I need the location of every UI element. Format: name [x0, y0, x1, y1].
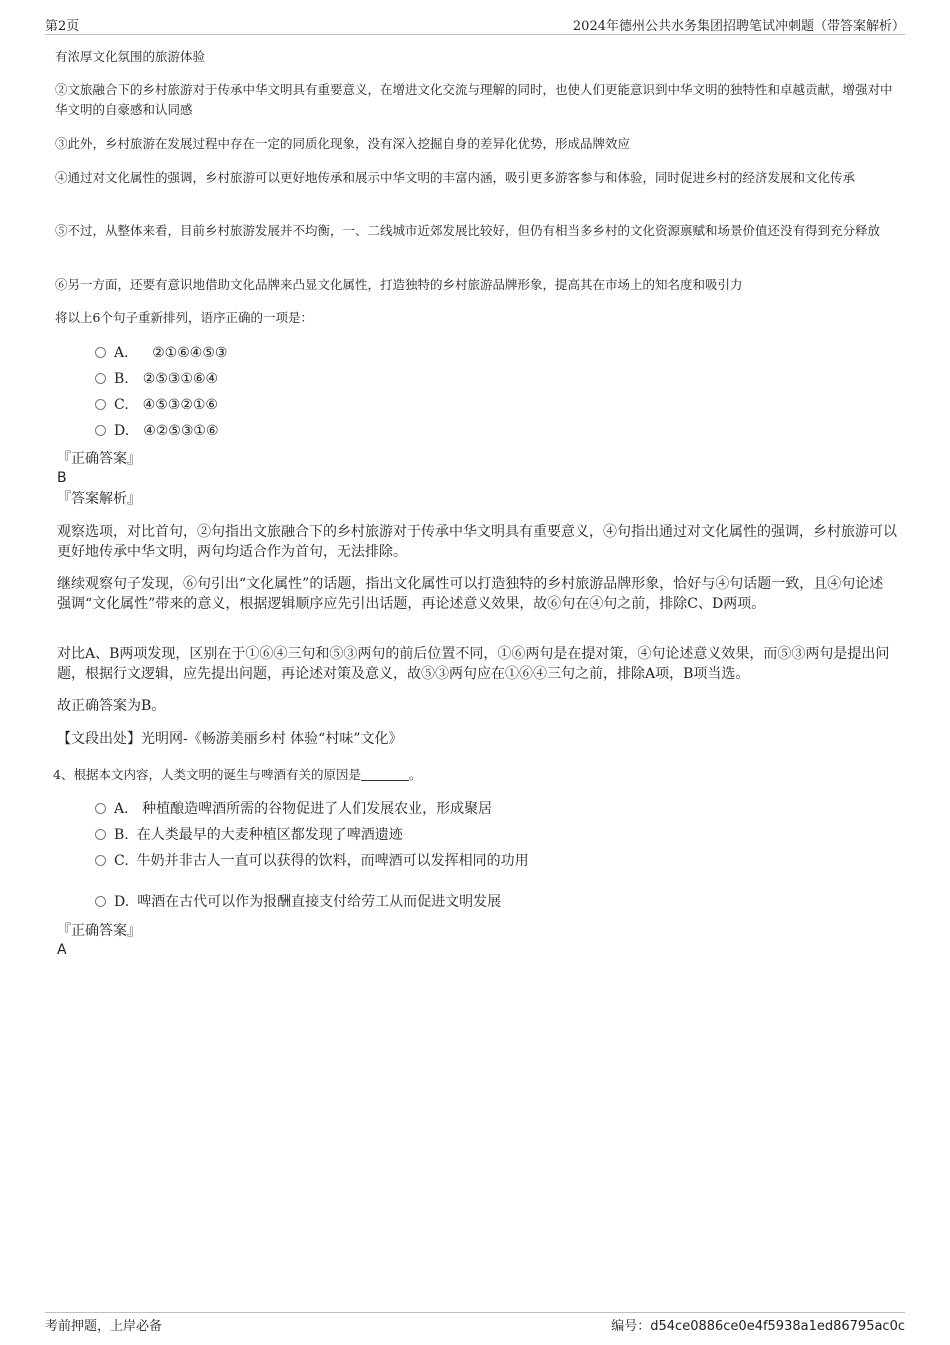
q4-options — [95, 796, 529, 915]
option-text: ④②⑤③①⑥ — [143, 423, 219, 439]
page-number: 第2页 — [45, 19, 80, 34]
analysis-text: 继续观察句子发现，⑥句引出“文化属性”的话题，指出文化属性可以打造独特的乡村旅游品牌形象，恰好与④句话题一致，且④句论述强调“文化属性”带来的意义，根据逻辑顺序应先引出话题，再论述意义效果，故⑥句在④句之前，排除C、D两项。 — [57, 576, 884, 612]
radio-button[interactable] — [95, 399, 106, 410]
q3-sentence-4 — [55, 168, 895, 188]
answer-label: 『正确答案』 — [57, 923, 141, 939]
radio-button[interactable] — [95, 425, 106, 436]
correct-answer: B — [57, 470, 67, 486]
radio-button[interactable] — [95, 803, 106, 814]
radio-button[interactable] — [95, 855, 106, 866]
q3-sentence-1 — [55, 47, 895, 67]
option-letter: C. — [114, 853, 129, 869]
question-title-end: 。 — [408, 767, 422, 782]
correct-answer: A — [57, 942, 67, 958]
analysis-text: 故正确答案为B。 — [57, 698, 166, 714]
q4-title — [53, 764, 893, 785]
analysis-text: 对比A、B两项发现，区别在于①⑥④三句和⑤③两句的前后位置不同，①⑥两句是在提对策，④句论述意义效果，而⑤③两句是提出问题，根据行文逻辑，应先提出问题，再论述对策及意义，故⑤③两句应在①⑥④三句之前，排除A项，B项当选。 — [57, 646, 890, 682]
page-header — [45, 12, 905, 35]
code-value: d54ce0886ce0e4f5938a1ed86795ac0c — [650, 1319, 905, 1334]
q3-option-a[interactable] — [95, 340, 227, 366]
q3-option-c[interactable] — [95, 392, 227, 418]
radio-button[interactable] — [95, 829, 106, 840]
answer-blank — [361, 768, 409, 781]
q3-analysis-label-block — [57, 489, 897, 509]
q3-analysis-p2 — [57, 574, 897, 614]
option-text: ②①⑥④⑤③ — [152, 345, 228, 361]
option-letter: B. — [114, 827, 129, 843]
q3-prompt — [55, 308, 895, 328]
q4-option-a[interactable] — [95, 796, 529, 822]
q4-option-c[interactable] — [95, 848, 529, 874]
q3-sentence-5 — [55, 221, 895, 241]
q3-options — [95, 340, 227, 444]
option-text: 在人类最早的大麦种植区都发现了啤酒遗迹 — [136, 827, 403, 843]
sentence-text: ⑤不过，从整体来看，目前乡村旅游发展并不均衡，一、二线城市近郊发展比较好，但仍有相当多乡村的文化资源禀赋和场景价值还没有得到充分释放 — [55, 223, 881, 238]
option-text: 种植酿造啤酒所需的谷物促进了人们发展农业，形成聚居 — [142, 801, 493, 817]
q3-analysis-p1 — [57, 522, 897, 562]
analysis-label: 『答案解析』 — [57, 491, 141, 507]
document-code — [611, 1315, 905, 1334]
q3-option-d[interactable] — [95, 418, 227, 444]
page-footer — [45, 1312, 905, 1337]
q3-sentence-6 — [55, 275, 895, 295]
source-text: 【文段出处】光明网-《畅游美丽乡村 体验“村味”文化》 — [57, 731, 403, 747]
sentence-text: ②文旅融合下的乡村旅游对于传承中华文明具有重要意义，在增进文化交流与理解的同时，也使人们更能意识到中华文明的独特性和卓越贡献，增强对中华文明的自豪感和认同感 — [55, 82, 893, 117]
option-letter: D. — [114, 894, 130, 910]
radio-button[interactable] — [95, 373, 106, 384]
option-text: ④⑤③②①⑥ — [142, 397, 218, 413]
sentence-text: ③此外，乡村旅游在发展过程中存在一定的同质化现象，没有深入挖掘自身的差异化优势，形成品牌效应 — [55, 136, 631, 151]
sentence-text: ④通过对文化属性的强调，乡村旅游可以更好地传承和展示中华文明的丰富内涵，吸引更多游客参与和体验，同时促进乡村的经济发展和文化传承 — [55, 170, 856, 185]
question-prompt: 将以上6个句子重新排列，语序正确的一项是： — [55, 310, 313, 325]
code-label: 编号： — [611, 1319, 651, 1334]
q3-analysis-p4 — [57, 696, 897, 716]
option-text: 啤酒在古代可以作为报酬直接支付给劳工从而促进文明发展 — [137, 894, 502, 910]
answer-label: 『正确答案』 — [57, 451, 141, 467]
q4-option-d[interactable] — [95, 889, 529, 915]
q4-option-b[interactable] — [95, 822, 529, 848]
question-title: 4、根据本文内容，人类文明的诞生与啤酒有关的原因是 — [53, 767, 361, 782]
sentence-text: 有浓厚文化氛围的旅游体验 — [55, 49, 206, 64]
document-title: 2024年德州公共水务集团招聘笔试冲刺题（带答案解析） — [572, 19, 905, 34]
option-letter: C. — [114, 397, 129, 413]
q3-source — [57, 729, 897, 749]
q4-answer-block — [57, 921, 897, 959]
footer-slogan: 考前押题，上岸必备 — [45, 1319, 163, 1334]
radio-button[interactable] — [95, 896, 106, 907]
q3-analysis-p3 — [57, 644, 897, 684]
option-letter: D. — [114, 423, 130, 439]
option-letter: B. — [114, 371, 129, 387]
option-letter: A． — [114, 801, 139, 817]
q3-option-b[interactable] — [95, 366, 227, 392]
option-letter: A． — [114, 345, 139, 361]
q3-answer-block — [57, 449, 897, 487]
sentence-text: ⑥另一方面，还要有意识地借助文化品牌来凸显文化属性，打造独特的乡村旅游品牌形象，提高其在市场上的知名度和吸引力 — [55, 277, 743, 292]
option-text: 牛奶并非古人一直可以获得的饮料，而啤酒可以发挥相同的功用 — [136, 853, 529, 869]
q3-sentence-2 — [55, 80, 895, 120]
analysis-text: 观察选项，对比首句，②句指出文旅融合下的乡村旅游对于传承中华文明具有重要意义，④句指出通过对文化属性的强调，乡村旅游可以更好地传承中华文明，两句均适合作为首句，无法排除。 — [57, 524, 897, 560]
radio-button[interactable] — [95, 347, 106, 358]
q3-sentence-3 — [55, 134, 895, 154]
option-text: ②⑤③①⑥④ — [142, 371, 219, 387]
